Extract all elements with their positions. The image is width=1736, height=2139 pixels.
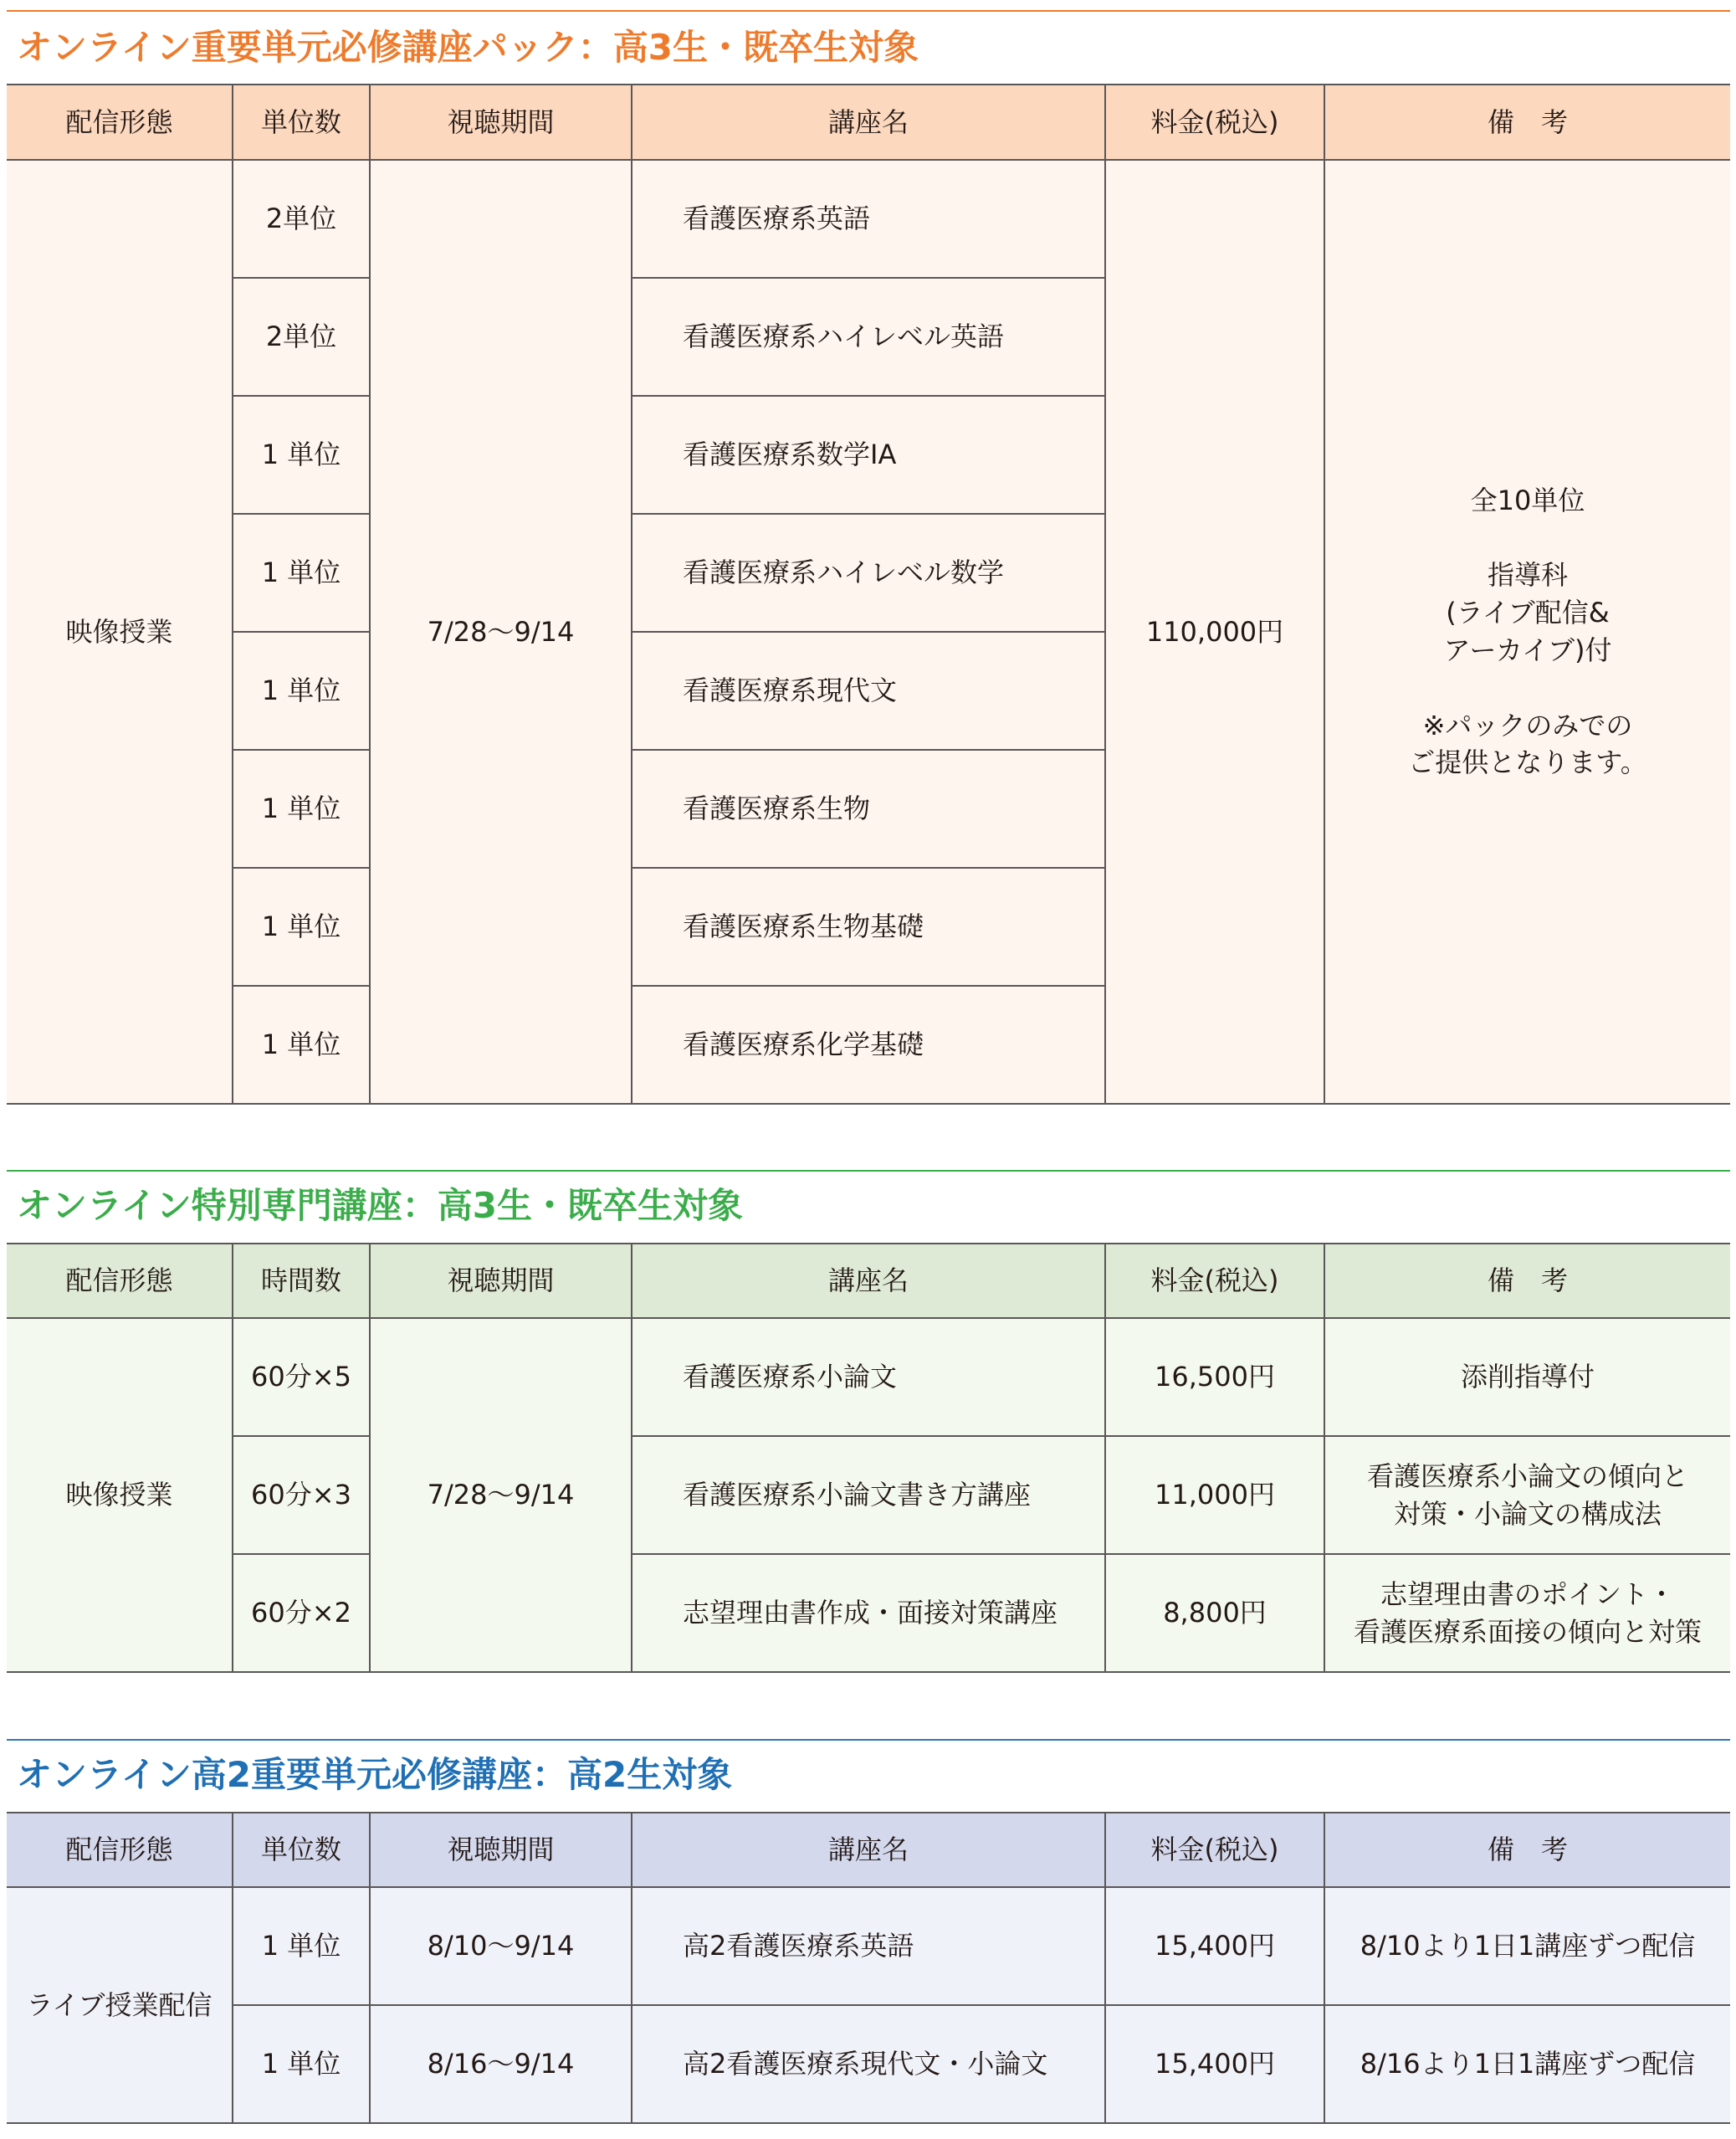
section-divider xyxy=(7,1170,1730,1172)
units-cell: 2単位 xyxy=(233,160,370,278)
header-price: 料金(税込) xyxy=(1105,1244,1324,1318)
price-cell: 8,800円 xyxy=(1105,1554,1324,1672)
note-cell: 8/10より1日1講座ずつ配信 xyxy=(1324,1887,1730,2005)
period-cell: 7/28〜9/14 xyxy=(370,1318,632,1672)
hours-cell: 60分×5 xyxy=(233,1318,370,1436)
course-name-cell: 高2看護医療系英語 xyxy=(632,1887,1105,2005)
header-price: 料金(税込) xyxy=(1105,85,1324,160)
header-note: 備 考 xyxy=(1324,85,1730,160)
header-course: 講座名 xyxy=(632,85,1105,160)
table-header-row xyxy=(7,1813,1730,1887)
course-name-cell: 高2看護医療系現代文・小論文 xyxy=(632,2005,1105,2123)
header-note: 備 考 xyxy=(1324,1244,1730,1318)
units-cell: 1 単位 xyxy=(233,396,370,514)
course-name-cell: 志望理由書作成・面接対策講座 xyxy=(632,1554,1105,1672)
header-format: 配信形態 xyxy=(7,1244,233,1318)
hours-cell: 60分×2 xyxy=(233,1554,370,1672)
header-units: 単位数 xyxy=(233,1813,370,1887)
section-title: オンライン高2重要単元必修講座：高2生対象 xyxy=(17,1754,733,1795)
price-cell: 16,500円 xyxy=(1105,1318,1324,1436)
price-cell: 15,400円 xyxy=(1105,1887,1324,2005)
section-title: オンライン重要単元必修講座パック：高3生・既卒生対象 xyxy=(17,27,919,68)
note-cell: 志望理由書のポイント・ 看護医療系面接の傾向と対策 xyxy=(1324,1554,1730,1672)
units-cell: 1 単位 xyxy=(233,514,370,632)
pack-table xyxy=(7,84,1730,1105)
price-cell: 110,000円 xyxy=(1105,160,1324,1104)
header-period: 視聴期間 xyxy=(370,85,632,160)
header-note: 備 考 xyxy=(1324,1813,1730,1887)
period-cell: 7/28〜9/14 xyxy=(370,160,632,1104)
units-cell: 1 単位 xyxy=(233,2005,370,2123)
course-name-cell: 看護医療系ハイレベル数学 xyxy=(632,514,1105,632)
units-cell: 1 単位 xyxy=(233,986,370,1104)
section-divider xyxy=(7,1739,1730,1741)
course-name-cell: 看護医療系小論文 xyxy=(632,1318,1105,1436)
units-cell: 1 単位 xyxy=(233,750,370,868)
units-cell: 1 単位 xyxy=(233,632,370,750)
format-cell: 映像授業 xyxy=(7,1318,233,1672)
note-cell: 全10単位 指導科 (ライブ配信& アーカイブ)付 ※パックのみでの ご提供となります。 xyxy=(1324,160,1730,1104)
course-name-cell: 看護医療系生物 xyxy=(632,750,1105,868)
course-name-cell: 看護医療系小論文書き方講座 xyxy=(632,1436,1105,1554)
header-period: 視聴期間 xyxy=(370,1813,632,1887)
header-units: 単位数 xyxy=(233,85,370,160)
table-row xyxy=(7,160,1730,278)
note-cell: 8/16より1日1講座ずつ配信 xyxy=(1324,2005,1730,2123)
price-cell: 15,400円 xyxy=(1105,2005,1324,2123)
table-row xyxy=(7,2005,1730,2123)
header-hours: 時間数 xyxy=(233,1244,370,1318)
section-divider xyxy=(7,10,1730,12)
table-row xyxy=(7,1554,1730,1672)
table-row xyxy=(7,1318,1730,1436)
format-cell: 映像授業 xyxy=(7,160,233,1104)
table-header-row xyxy=(7,1244,1730,1318)
header-price: 料金(税込) xyxy=(1105,1813,1324,1887)
note-cell: 添削指導付 xyxy=(1324,1318,1730,1436)
units-cell: 1 単位 xyxy=(233,1887,370,2005)
course-name-cell: 看護医療系現代文 xyxy=(632,632,1105,750)
special-table xyxy=(7,1243,1730,1673)
grade2-table xyxy=(7,1812,1730,2124)
course-name-cell: 看護医療系生物基礎 xyxy=(632,868,1105,986)
table-row xyxy=(7,1887,1730,2005)
header-course: 講座名 xyxy=(632,1813,1105,1887)
header-format: 配信形態 xyxy=(7,85,233,160)
units-cell: 1 単位 xyxy=(233,868,370,986)
header-format: 配信形態 xyxy=(7,1813,233,1887)
course-name-cell: 看護医療系英語 xyxy=(632,160,1105,278)
period-cell: 8/10〜9/14 xyxy=(370,1887,632,2005)
table-header-row xyxy=(7,85,1730,160)
format-cell: ライブ授業配信 xyxy=(7,1887,233,2123)
course-name-cell: 看護医療系ハイレベル英語 xyxy=(632,278,1105,396)
period-cell: 8/16〜9/14 xyxy=(370,2005,632,2123)
price-cell: 11,000円 xyxy=(1105,1436,1324,1554)
header-period: 視聴期間 xyxy=(370,1244,632,1318)
table-row xyxy=(7,1436,1730,1554)
header-course: 講座名 xyxy=(632,1244,1105,1318)
units-cell: 2単位 xyxy=(233,278,370,396)
course-name-cell: 看護医療系化学基礎 xyxy=(632,986,1105,1104)
note-cell: 看護医療系小論文の傾向と 対策・小論文の構成法 xyxy=(1324,1436,1730,1554)
section-title: オンライン特別専門講座：高3生・既卒生対象 xyxy=(17,1185,743,1226)
hours-cell: 60分×3 xyxy=(233,1436,370,1554)
course-name-cell: 看護医療系数学IA xyxy=(632,396,1105,514)
